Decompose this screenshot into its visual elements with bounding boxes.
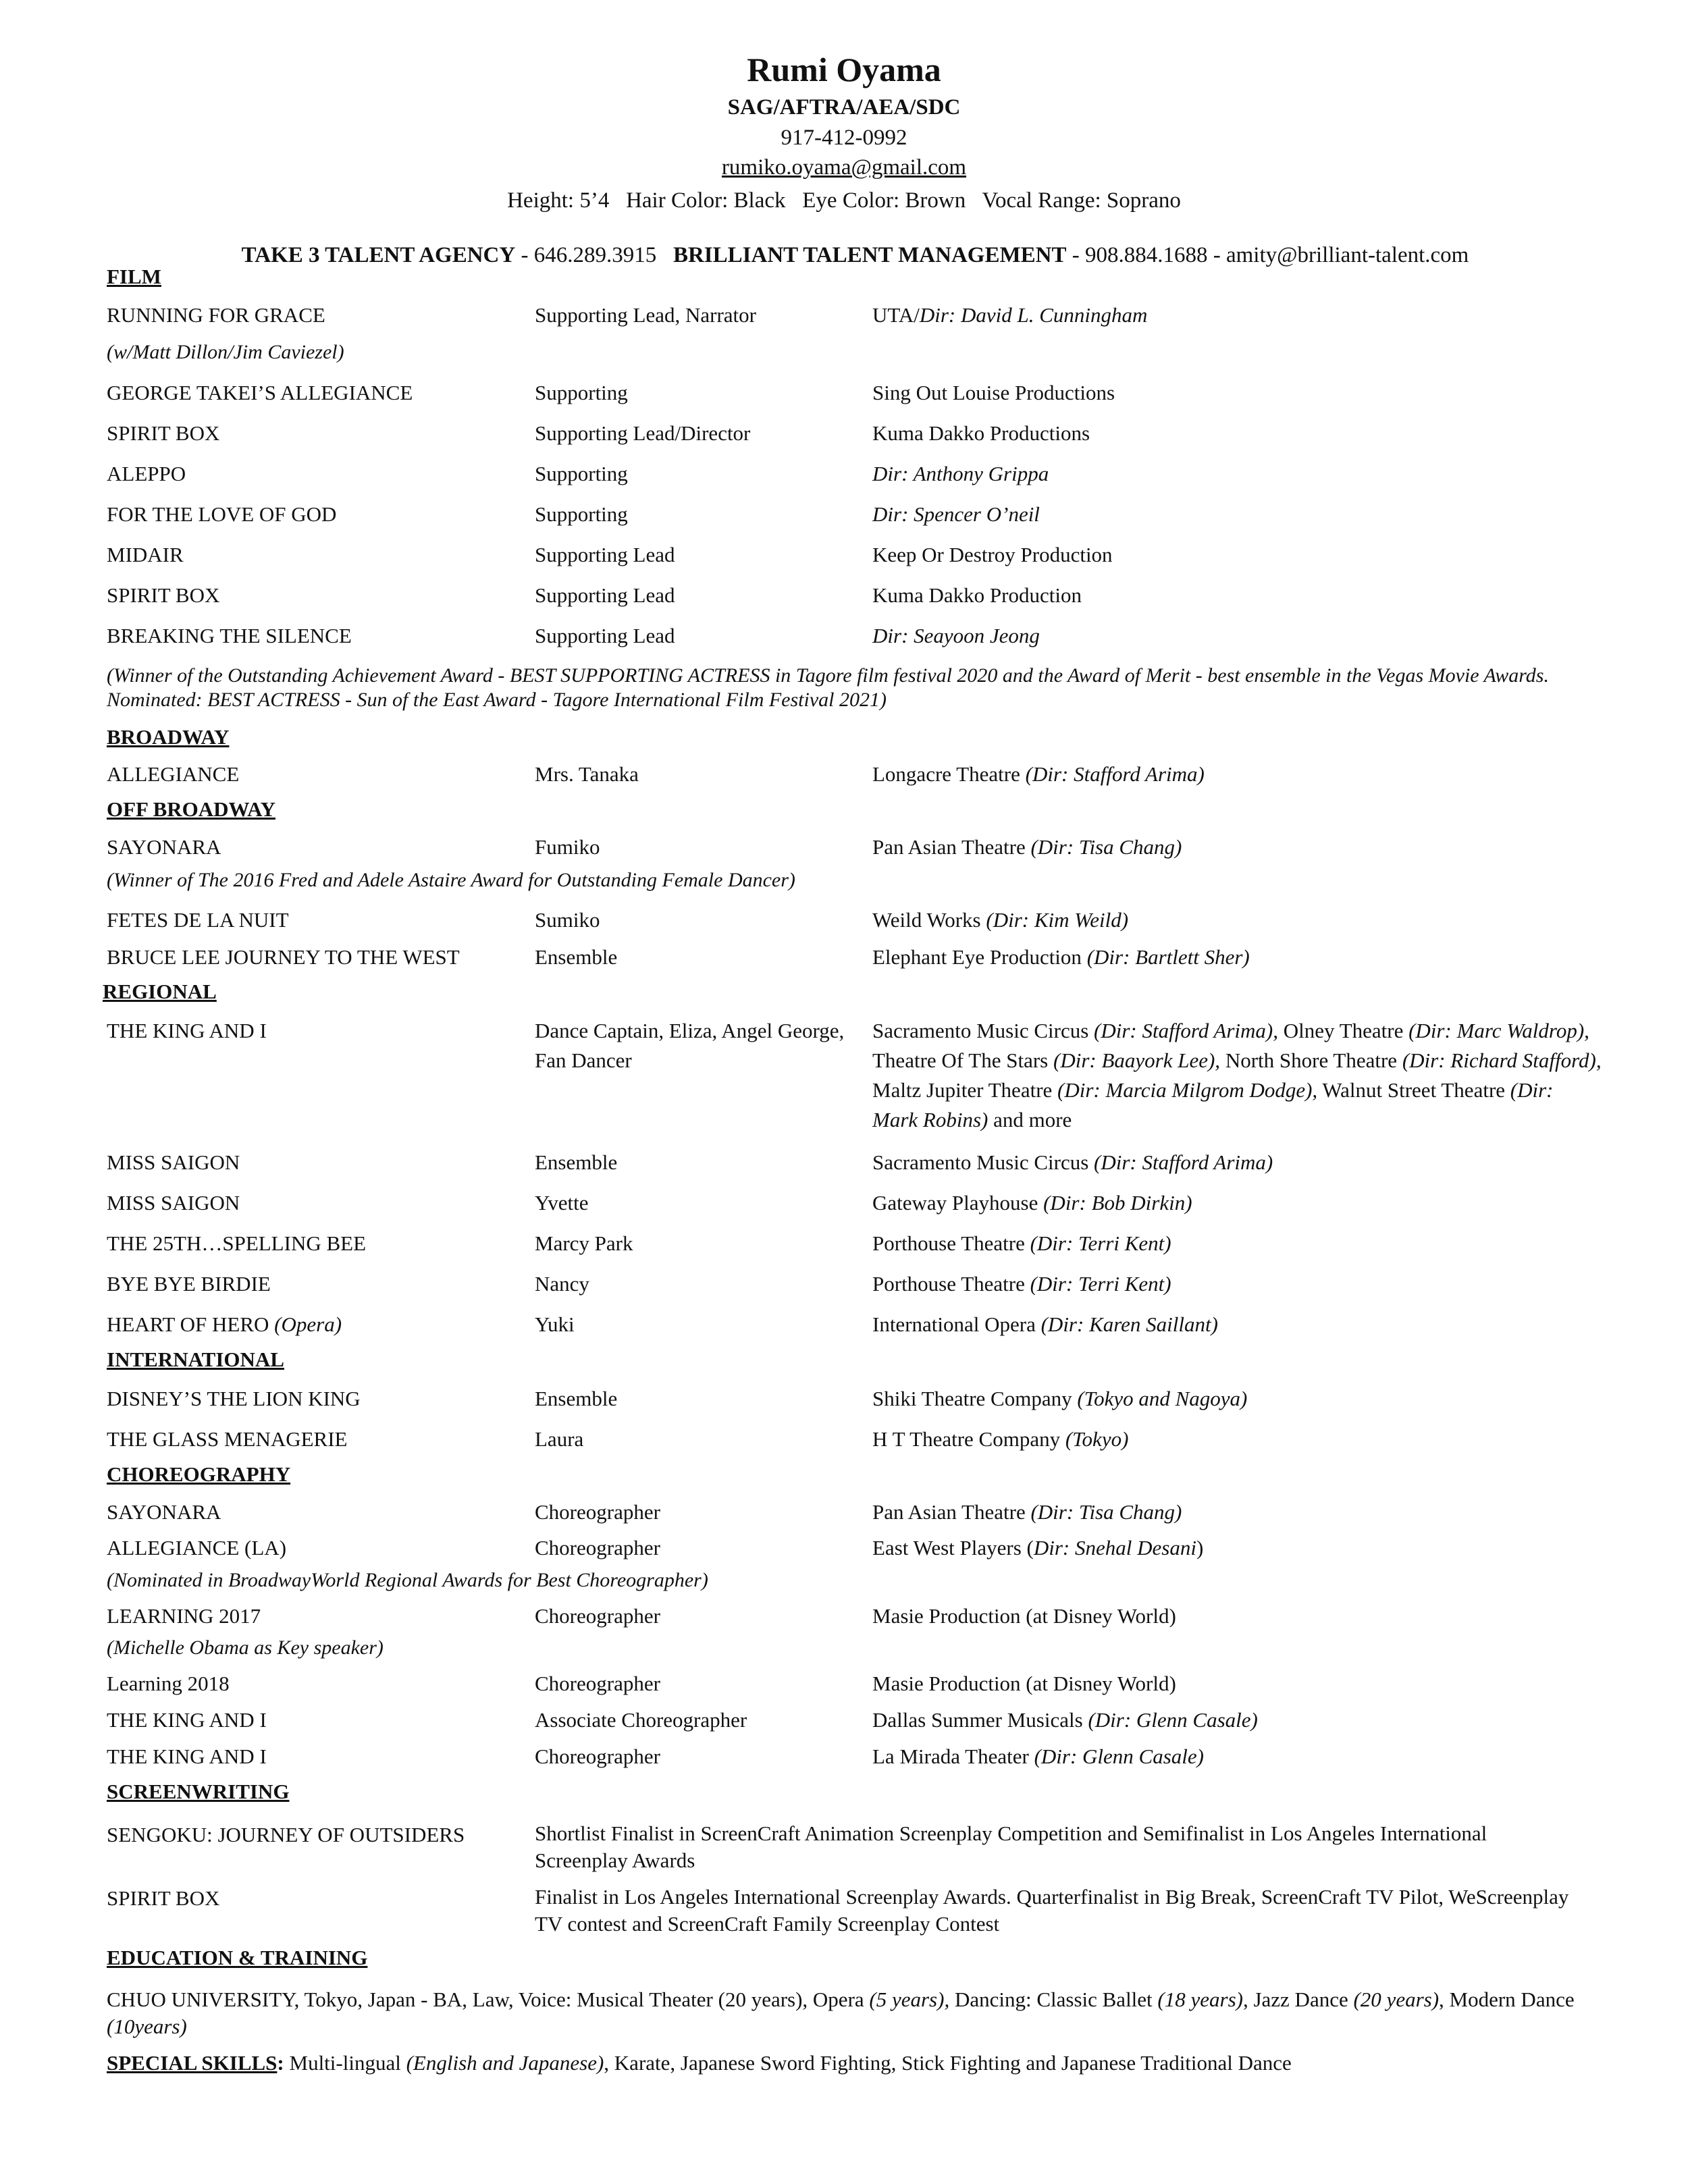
credit-company: Pan Asian Theatre (Dir: Tisa Chang) [872, 835, 1182, 859]
credit-title: MISS SAIGON [107, 1150, 240, 1174]
credit-description: Finalist in Los Angeles International Screenplay Awards. Quarterfinalist in Big Break, ScreenCraft TV Pilot, WeScreenplay TV contest and ScreenCraft Family Screenplay Contest [535, 1885, 1569, 1936]
credit-company: Weild Works (Dir: Kim Weild) [872, 908, 1129, 932]
credit-role: Ensemble [535, 1150, 618, 1174]
credit-company: Dallas Summer Musicals (Dir: Glenn Casale) [872, 1708, 1258, 1732]
credit-title: DISNEY’S THE LION KING [107, 1387, 361, 1410]
credit-company: East West Players (Dir: Snehal Desani) [872, 1536, 1204, 1560]
credit-company: La Mirada Theater (Dir: Glenn Casale) [872, 1744, 1204, 1768]
credit-title: ALLEGIANCE (LA) [107, 1536, 287, 1560]
credit-company: Kuma Dakko Productions [872, 421, 1090, 445]
credit-role: Ensemble [535, 945, 618, 969]
credit-role: Supporting Lead/Director [535, 421, 751, 445]
credit-role: Associate Choreographer [535, 1708, 747, 1732]
credit-company: Pan Asian Theatre (Dir: Tisa Chang) [872, 1500, 1182, 1524]
management-contact: - 908.884.1688 - amity@brilliant-talent.com [1066, 243, 1469, 267]
credit-role: Supporting [535, 381, 628, 404]
representation-line [0, 218, 1688, 293]
section-choreography: CHOREOGRAPHY [107, 1462, 291, 1486]
credit-title: SAYONARA [107, 835, 221, 859]
credit-title: FOR THE LOVE OF GOD [107, 502, 337, 526]
credit-company: Keep Or Destroy Production [872, 543, 1113, 566]
credit-title: SPIRIT BOX [107, 583, 220, 607]
credit-title: THE KING AND I [107, 1708, 267, 1732]
credit-company: Porthouse Theatre (Dir: Terri Kent) [872, 1231, 1171, 1255]
phone-number: 917-412-0992 [781, 126, 907, 150]
credit-note: (Michelle Obama as Key speaker) [107, 1636, 384, 1659]
credit-role: Yvette [535, 1191, 589, 1215]
credit-company: Sing Out Louise Productions [872, 381, 1115, 404]
credit-company: Sacramento Music Circus (Dir: Stafford Arima) [872, 1150, 1273, 1174]
email-link[interactable]: rumiko.oyama@gmail.com [721, 155, 967, 180]
credit-role: Choreographer [535, 1604, 660, 1628]
credit-title: GEORGE TAKEI’S ALLEGIANCE [107, 381, 413, 404]
credit-role: Supporting Lead [535, 583, 675, 607]
credit-role: Fumiko [535, 835, 600, 859]
credit-title: SAYONARA [107, 1500, 221, 1524]
credit-company: H T Theatre Company (Tokyo) [872, 1427, 1129, 1451]
credit-company: Kuma Dakko Production [872, 583, 1082, 607]
agency-phone: - 646.289.3915 [515, 243, 673, 267]
credit-title: ALEPPO [107, 462, 186, 485]
credit-title: BYE BYE BIRDIE [107, 1272, 271, 1296]
resume-page: Rumi Oyama SAG/AFTRA/AEA/SDC 917-412-0992 rumiko.oyama@gmail.com Height: 5’4 Hair Color: Black Eye Color: Brown Vocal Range: Soprano TAKE 3 TALENT AGENCY - 646.289.3915 BRILLIANT TALENT MANAGEMENT - 908.884.1688 - amity@brilliant-talent.com FILM RUNNING FOR GRACE Supporting Lead, Narrator UTA/Dir: David L. Cunningham (w/Matt Dillon/Jim Caviezel) GEORGE TAKEI’S ALLEGIANCE Supporting Sing Out Louise Productions SPIRIT BOX Supporting Lead/Director Kuma Dakko Productions ALEPPO Supporting Dir: Anthony Grippa FOR THE LOVE OF GOD Supporting Dir: Spencer O’neil MIDAIR Supporting Lead Keep Or Destroy Production SPIRIT BOX Supporting Lead Kuma Dakko Production BREAKING THE SILENCE Supporting Lead Dir: Seayoon Jeong (Winner of the Outstanding Achievement Award - BEST SUPPORTING ACTRESS in Tagore film festival 2020 and the Award of Merit - best ensemble in the Vegas Movie Awards. Nominated: BEST ACTRESS - Sun of the East Award - Tagore International Film Festival 2021) BROADWAY ALLEGIANCE Mrs. Tanaka Longacre Theatre (Dir: Stafford Arima) OFF BROADWAY SAYONARA Fumiko Pan Asian Theatre (Dir: Tisa Chang) (Winner of The 2016 Fred and Adele Astaire Award for Outstanding Female Dancer) FETES DE LA NUIT Sumiko Weild Works (Dir: Kim Weild) BRUCE LEE JOURNEY TO THE WEST Ensemble Elephant Eye Production (Dir: Bartlett Sher) REGIONAL THE KING AND I Dance Captain, Eliza, Angel George, Fan Dancer Sacramento Music Circus (Dir: Stafford Arima), Olney Theatre (Dir: Marc Waldrop), Theatre Of The Stars (Dir: Baayork Lee), North Shore Theatre (Dir: Richard Stafford), Maltz Jupiter Theatre (Dir: Marcia Milgrom Dodge), Walnut Street Theatre (Dir: Mark Robins) and more MISS SAIGON Ensemble Sacramento Music Circus (Dir: Stafford Arima) MISS SAIGON Yvette Gateway Playhouse (Dir: Bob Dirkin) THE 25TH…SPELLING BEE Marcy Park Porthouse Theatre (Dir: Terri Kent) BYE BYE BIRDIE Nancy Porthouse Theatre (Dir: Terri Kent) HEART OF HERO (Opera) Yuki International Opera (Dir: Karen Saillant) INTERNATIONAL DISNEY’S THE LION KING Ensemble Shiki Theatre Company (Tokyo and Nagoya) THE GLASS MENAGERIE Laura H T Theatre Company (Tokyo) CHOREOGRAPHY SAYONARA Choreographer Pan Asian Theatre (Dir: Tisa Chang) ALLEGIANCE (LA) Choreographer East West Players (Dir: Snehal Desani) (Nominated in BroadwayWorld Regional Awards for Best Choreographer) LEARNING 2017 Choreographer Masie Production (at Disney World) (Michelle Obama as Key speaker) Learning 2018 Choreographer Masie Production (at Disney World) THE KING AND I Associate Choreographer Dallas Summer Musicals (Dir: Glenn Casale) THE KING AND I Choreographer La Mirada Theater (Dir: Glenn Casale) SCREENWRITING SENGOKU: JOURNEY OF OUTSIDERS Shortlist Finalist in ScreenCraft Animation Screenplay Competition and Semifinalist in Los Angeles International Screenplay Awards SPIRIT BOX Finalist in Los Angeles International Screenplay Awards. Quarterfinalist in Big Break, ScreenCraft TV Pilot, WeScreenplay TV contest and ScreenCraft Family Screenplay Contest EDUCATION & TRAINING CHUO UNIVERSITY, Tokyo, Japan - BA, Law, Voice: Musical Theater (20 years), Opera (5 years), Dancing: Classic Ballet (18 years), Jazz Dance (20 years), Modern Dance (10years) SPECIAL SKILLS: Multi-lingual (English and Japanese), Karate, Japanese Sword Fighting, Stick Fighting and Japanese Traditional Dance [0, 0, 1688, 2184]
section-film: FILM [107, 265, 161, 288]
agency-name: TAKE 3 TALENT AGENCY [241, 243, 516, 267]
credit-note: (w/Matt Dillon/Jim Caviezel) [107, 341, 344, 363]
section-special-skills: SPECIAL SKILLS [107, 2051, 278, 2075]
credit-director: Dir: Seayoon Jeong [872, 624, 1040, 647]
credit-company: Shiki Theatre Company (Tokyo and Nagoya) [872, 1387, 1248, 1410]
credit-company: Masie Production (at Disney World) [872, 1604, 1176, 1628]
credit-company: Gateway Playhouse (Dir: Bob Dirkin) [872, 1191, 1192, 1215]
credit-company: Longacre Theatre (Dir: Stafford Arima) [872, 762, 1205, 786]
credit-title: THE 25TH…SPELLING BEE [107, 1231, 367, 1255]
credit-role: Laura [535, 1427, 584, 1451]
section-international: INTERNATIONAL [107, 1348, 284, 1371]
credit-title: BREAKING THE SILENCE [107, 624, 352, 647]
credit-title: SPIRIT BOX [107, 421, 220, 445]
actor-name: Rumi Oyama [747, 51, 941, 88]
credit-description: Shortlist Finalist in ScreenCraft Animation Screenplay Competition and Semifinalist in Los Angeles International Screenplay Awards [535, 1821, 1487, 1872]
credit-director: Dir: Spencer O’neil [872, 502, 1040, 526]
credit-role: Choreographer [535, 1672, 660, 1695]
credit-role: Choreographer [535, 1744, 660, 1768]
credit-title: LEARNING 2017 [107, 1604, 261, 1628]
credit-director: Dir: Anthony Grippa [872, 462, 1049, 485]
credit-role: Mrs. Tanaka [535, 762, 639, 786]
credit-role: Dance Captain, Eliza, Angel George, Fan Dancer [535, 1019, 845, 1072]
credit-title: THE KING AND I [107, 1744, 267, 1768]
section-off-broadway: OFF BROADWAY [107, 797, 276, 821]
section-regional: REGIONAL [103, 980, 217, 1003]
credit-title: RUNNING FOR GRACE [107, 303, 325, 327]
credit-title: SENGOKU: JOURNEY OF OUTSIDERS [107, 1823, 465, 1846]
credit-title: HEART OF HERO (Opera) [107, 1312, 342, 1336]
credit-company: Masie Production (at Disney World) [872, 1672, 1176, 1695]
credit-company: Elephant Eye Production (Dir: Bartlett Sher) [872, 945, 1250, 969]
credit-company: International Opera (Dir: Karen Saillant) [872, 1312, 1218, 1336]
education-details: CHUO UNIVERSITY, Tokyo, Japan - BA, Law, Voice: Musical Theater (20 years), Opera (5 years), Dancing: Classic Ballet (18 years), Jazz Dance (20 years), Modern Dance (10years) [107, 1988, 1575, 2038]
credit-title: THE KING AND I [107, 1019, 267, 1042]
physical-stats: Height: 5’4 Hair Color: Black Eye Color: Brown Vocal Range: Soprano [507, 188, 1181, 213]
credit-role: Yuki [535, 1312, 575, 1336]
credit-role: Nancy [535, 1272, 589, 1296]
credit-title: BRUCE LEE JOURNEY TO THE WEST [107, 945, 460, 969]
credit-role: Supporting Lead [535, 543, 675, 566]
credit-title: MIDAIR [107, 543, 184, 566]
section-education: EDUCATION & TRAINING [107, 1946, 368, 1969]
credit-role: Ensemble [535, 1387, 618, 1410]
credit-title: FETES DE LA NUIT [107, 908, 289, 932]
credit-role: Choreographer [535, 1500, 660, 1524]
credit-role: Choreographer [535, 1536, 660, 1560]
credit-role: Supporting Lead [535, 624, 675, 647]
credit-company: Porthouse Theatre (Dir: Terri Kent) [872, 1272, 1171, 1296]
credit-role: Sumiko [535, 908, 600, 932]
credit-company: Sacramento Music Circus (Dir: Stafford Arima), Olney Theatre (Dir: Marc Waldrop), Theatre Of The Stars (Dir: Baayork Lee), North Shore Theatre (Dir: Richard Stafford), Maltz Jupiter Theatre (Dir: Marcia Milgrom Dodge), Walnut Street Theatre (Dir: Mark Robins) and more [872, 1019, 1602, 1131]
special-skills-text: Multi-lingual [284, 2051, 406, 2075]
credit-role: Supporting [535, 502, 628, 526]
credit-title: MISS SAIGON [107, 1191, 240, 1215]
credit-role: Supporting Lead, Narrator [535, 303, 756, 327]
email-link-row [0, 155, 1688, 180]
credit-company: UTA/Dir: David L. Cunningham [872, 303, 1148, 327]
credit-title: Learning 2018 [107, 1672, 230, 1695]
film-award-note: (Winner of the Outstanding Achievement Award - BEST SUPPORTING ACTRESS in Tagore film festival 2020 and the Award of Merit - best ensemble in the Vegas Movie Awards. Nominated: BEST ACTRESS - Sun of the East Award - Tagore International Film Festival 2021) [107, 664, 1549, 711]
credit-role: Supporting [535, 462, 628, 485]
credit-note: (Winner of The 2016 Fred and Adele Astaire Award for Outstanding Female Dancer) [107, 869, 795, 891]
credit-role: Marcy Park [535, 1231, 633, 1255]
management-name: BRILLIANT TALENT MANAGEMENT [672, 243, 1067, 267]
section-broadway: BROADWAY [107, 725, 230, 749]
credit-note: (Nominated in BroadwayWorld Regional Awards for Best Choreographer) [107, 1569, 708, 1591]
credit-title: ALLEGIANCE [107, 762, 240, 786]
credit-title: SPIRIT BOX [107, 1886, 220, 1910]
credit-title: THE GLASS MENAGERIE [107, 1427, 348, 1451]
section-screenwriting: SCREENWRITING [107, 1780, 290, 1803]
union-affiliations: SAG/AFTRA/AEA/SDC [727, 95, 961, 119]
